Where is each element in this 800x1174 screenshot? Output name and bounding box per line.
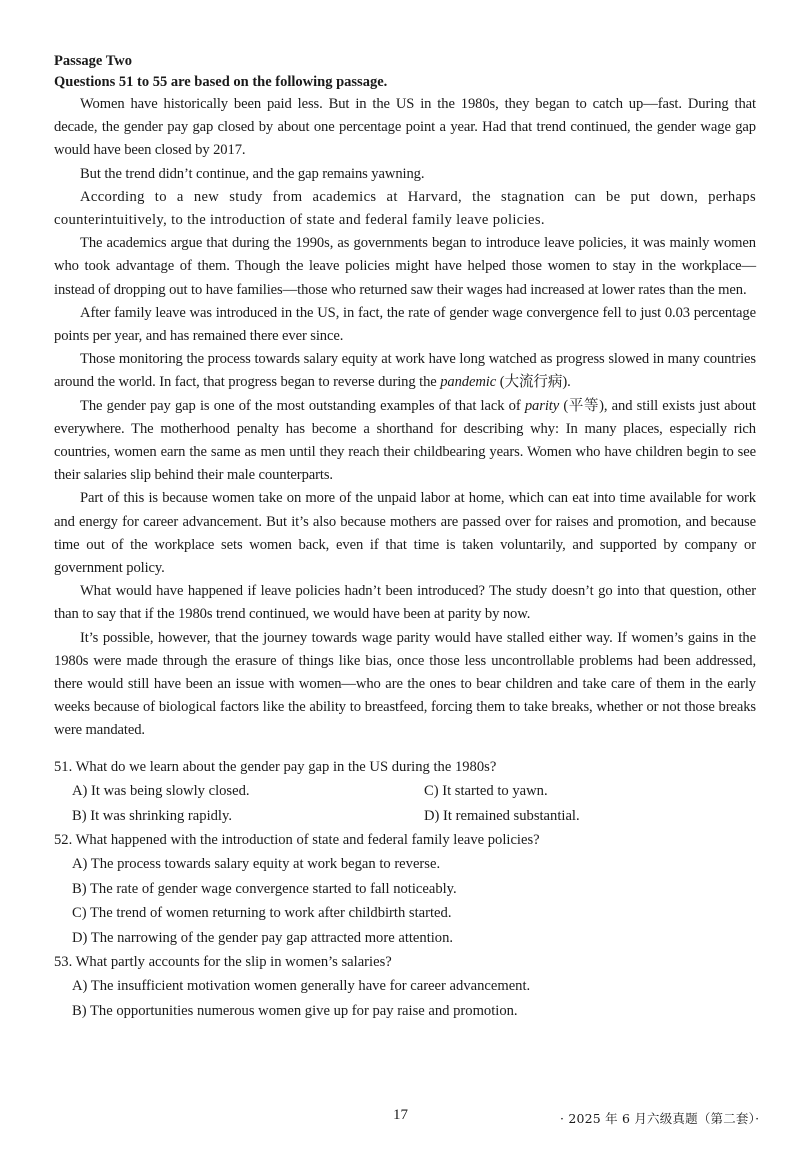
paragraph-6-after: (大流行病). bbox=[496, 374, 571, 391]
option-a[interactable]: A) It was being slowly closed. bbox=[72, 783, 250, 800]
option-d[interactable]: D) The narrowing of the gender pay gap attracted more attention. bbox=[72, 929, 454, 946]
page-number: 17 bbox=[393, 1107, 408, 1123]
paragraph-5: After family leave was introduced in the US, in fact, the rate of gender wage convergence fell to just 0.03 percentage points per year, and has remained there ever since. bbox=[54, 304, 756, 345]
paragraph-4: The academics argue that during the 1990s, as governments began to introduce leave policies, it was mainly women who took advantage of them. Though the leave policies might have helped those women to stay in the workplace—instead of dropping out to have families—those who returned saw their wages had increased at lower rates than the men. bbox=[54, 235, 756, 298]
question-stem: 53. What partly accounts for the slip in women’s salaries? bbox=[54, 953, 392, 970]
option-c[interactable]: C) The trend of women returning to work after childbirth started. bbox=[72, 905, 452, 922]
option-grid bbox=[54, 779, 756, 828]
glossary-term-parity: parity bbox=[524, 397, 560, 414]
paragraph-3: According to a new study from academics at Harvard, the stagnation can be put down, perhaps counterintuitively, to the introduction of state and federal family leave policies. bbox=[54, 188, 756, 229]
question-52 bbox=[54, 828, 756, 950]
question-stem: 51. What do we learn about the gender pay gap in the US during the 1980s? bbox=[54, 758, 497, 775]
option-a[interactable]: A) The insufficient motivation women generally have for career advancement. bbox=[72, 978, 531, 995]
paragraph-7 bbox=[54, 395, 756, 488]
option-b[interactable]: B) The rate of gender wage convergence started to fall noticeably. bbox=[72, 880, 457, 897]
exam-page bbox=[54, 52, 756, 1023]
question-51 bbox=[54, 755, 756, 828]
passage-instruction: Questions 51 to 55 are based on the following passage. bbox=[54, 74, 388, 90]
option-b[interactable]: B) It was shrinking rapidly. bbox=[72, 807, 232, 824]
question-53 bbox=[54, 950, 756, 1023]
paragraph-1: Women have historically been paid less. But in the US in the 1980s, they began to catch up—fast. During that decade, the gender pay gap closed by about one percentage point a year. Had that trend continued, the gender wage gap would have been closed by 2017. bbox=[54, 96, 756, 159]
paragraph-7-after: (平等), and still exists just about everywhere. The motherhood penalty has become a shorthand for describing why: In many places, especially rich countries, women earn the same as men until they reach their childbearing years. Women who have children begin to see their salaries slip behind their male counterparts. bbox=[54, 397, 756, 484]
paragraph-10: It’s possible, however, that the journey towards wage parity would have stalled either way. If women’s gains in the 1980s were made through the erasure of things like bias, once those less uncontrollable problems had been addressed, there would still have been an issue with women—who are the ones to bear children and take care of them in the early weeks because of biological factors like the ability to breastfeed, forcing them to take breaks, whether or not those breaks were mandated. bbox=[54, 629, 756, 739]
exam-label: · 2025 年 6 月六级真题（第二套）· bbox=[560, 1111, 760, 1126]
option-d[interactable]: D) It remained substantial. bbox=[424, 807, 580, 824]
paragraph-2: But the trend didn’t continue, and the gap remains yawning. bbox=[80, 165, 425, 182]
passage-body bbox=[54, 93, 756, 743]
question-list bbox=[54, 755, 756, 1023]
paragraph-6 bbox=[54, 348, 756, 394]
option-a[interactable]: A) The process towards salary equity at work began to reverse. bbox=[72, 856, 441, 873]
paragraph-6-before: Those monitoring the process towards salary equity at work have long watched as progress slowed in many countries around the world. In fact, that progress began to reverse during the bbox=[54, 351, 756, 391]
question-stem: 52. What happened with the introduction of state and federal family leave policies? bbox=[54, 831, 540, 848]
glossary-term-pandemic: pandemic bbox=[440, 374, 497, 391]
paragraph-9: What would have happened if leave policies hadn’t been introduced? The study doesn’t go into that question, other than to say that if the 1980s trend continued, we would have been at parity by now. bbox=[54, 583, 756, 623]
paragraph-8: Part of this is because women take on more of the unpaid labor at home, which can eat into time available for work and energy for career advancement. But it’s also because mothers are passed over for raises and promotion, and because time out of the workplace sets women back, even if that time is taken voluntarily, and supported by company or government policy. bbox=[54, 490, 756, 577]
paragraph-7-before: The gender pay gap is one of the most outstanding examples of that lack of bbox=[80, 397, 525, 414]
passage-title: Passage Two bbox=[54, 53, 133, 69]
option-b[interactable]: B) The opportunities numerous women give up for pay raise and promotion. bbox=[72, 1002, 518, 1019]
option-c[interactable]: C) It started to yawn. bbox=[424, 783, 548, 800]
